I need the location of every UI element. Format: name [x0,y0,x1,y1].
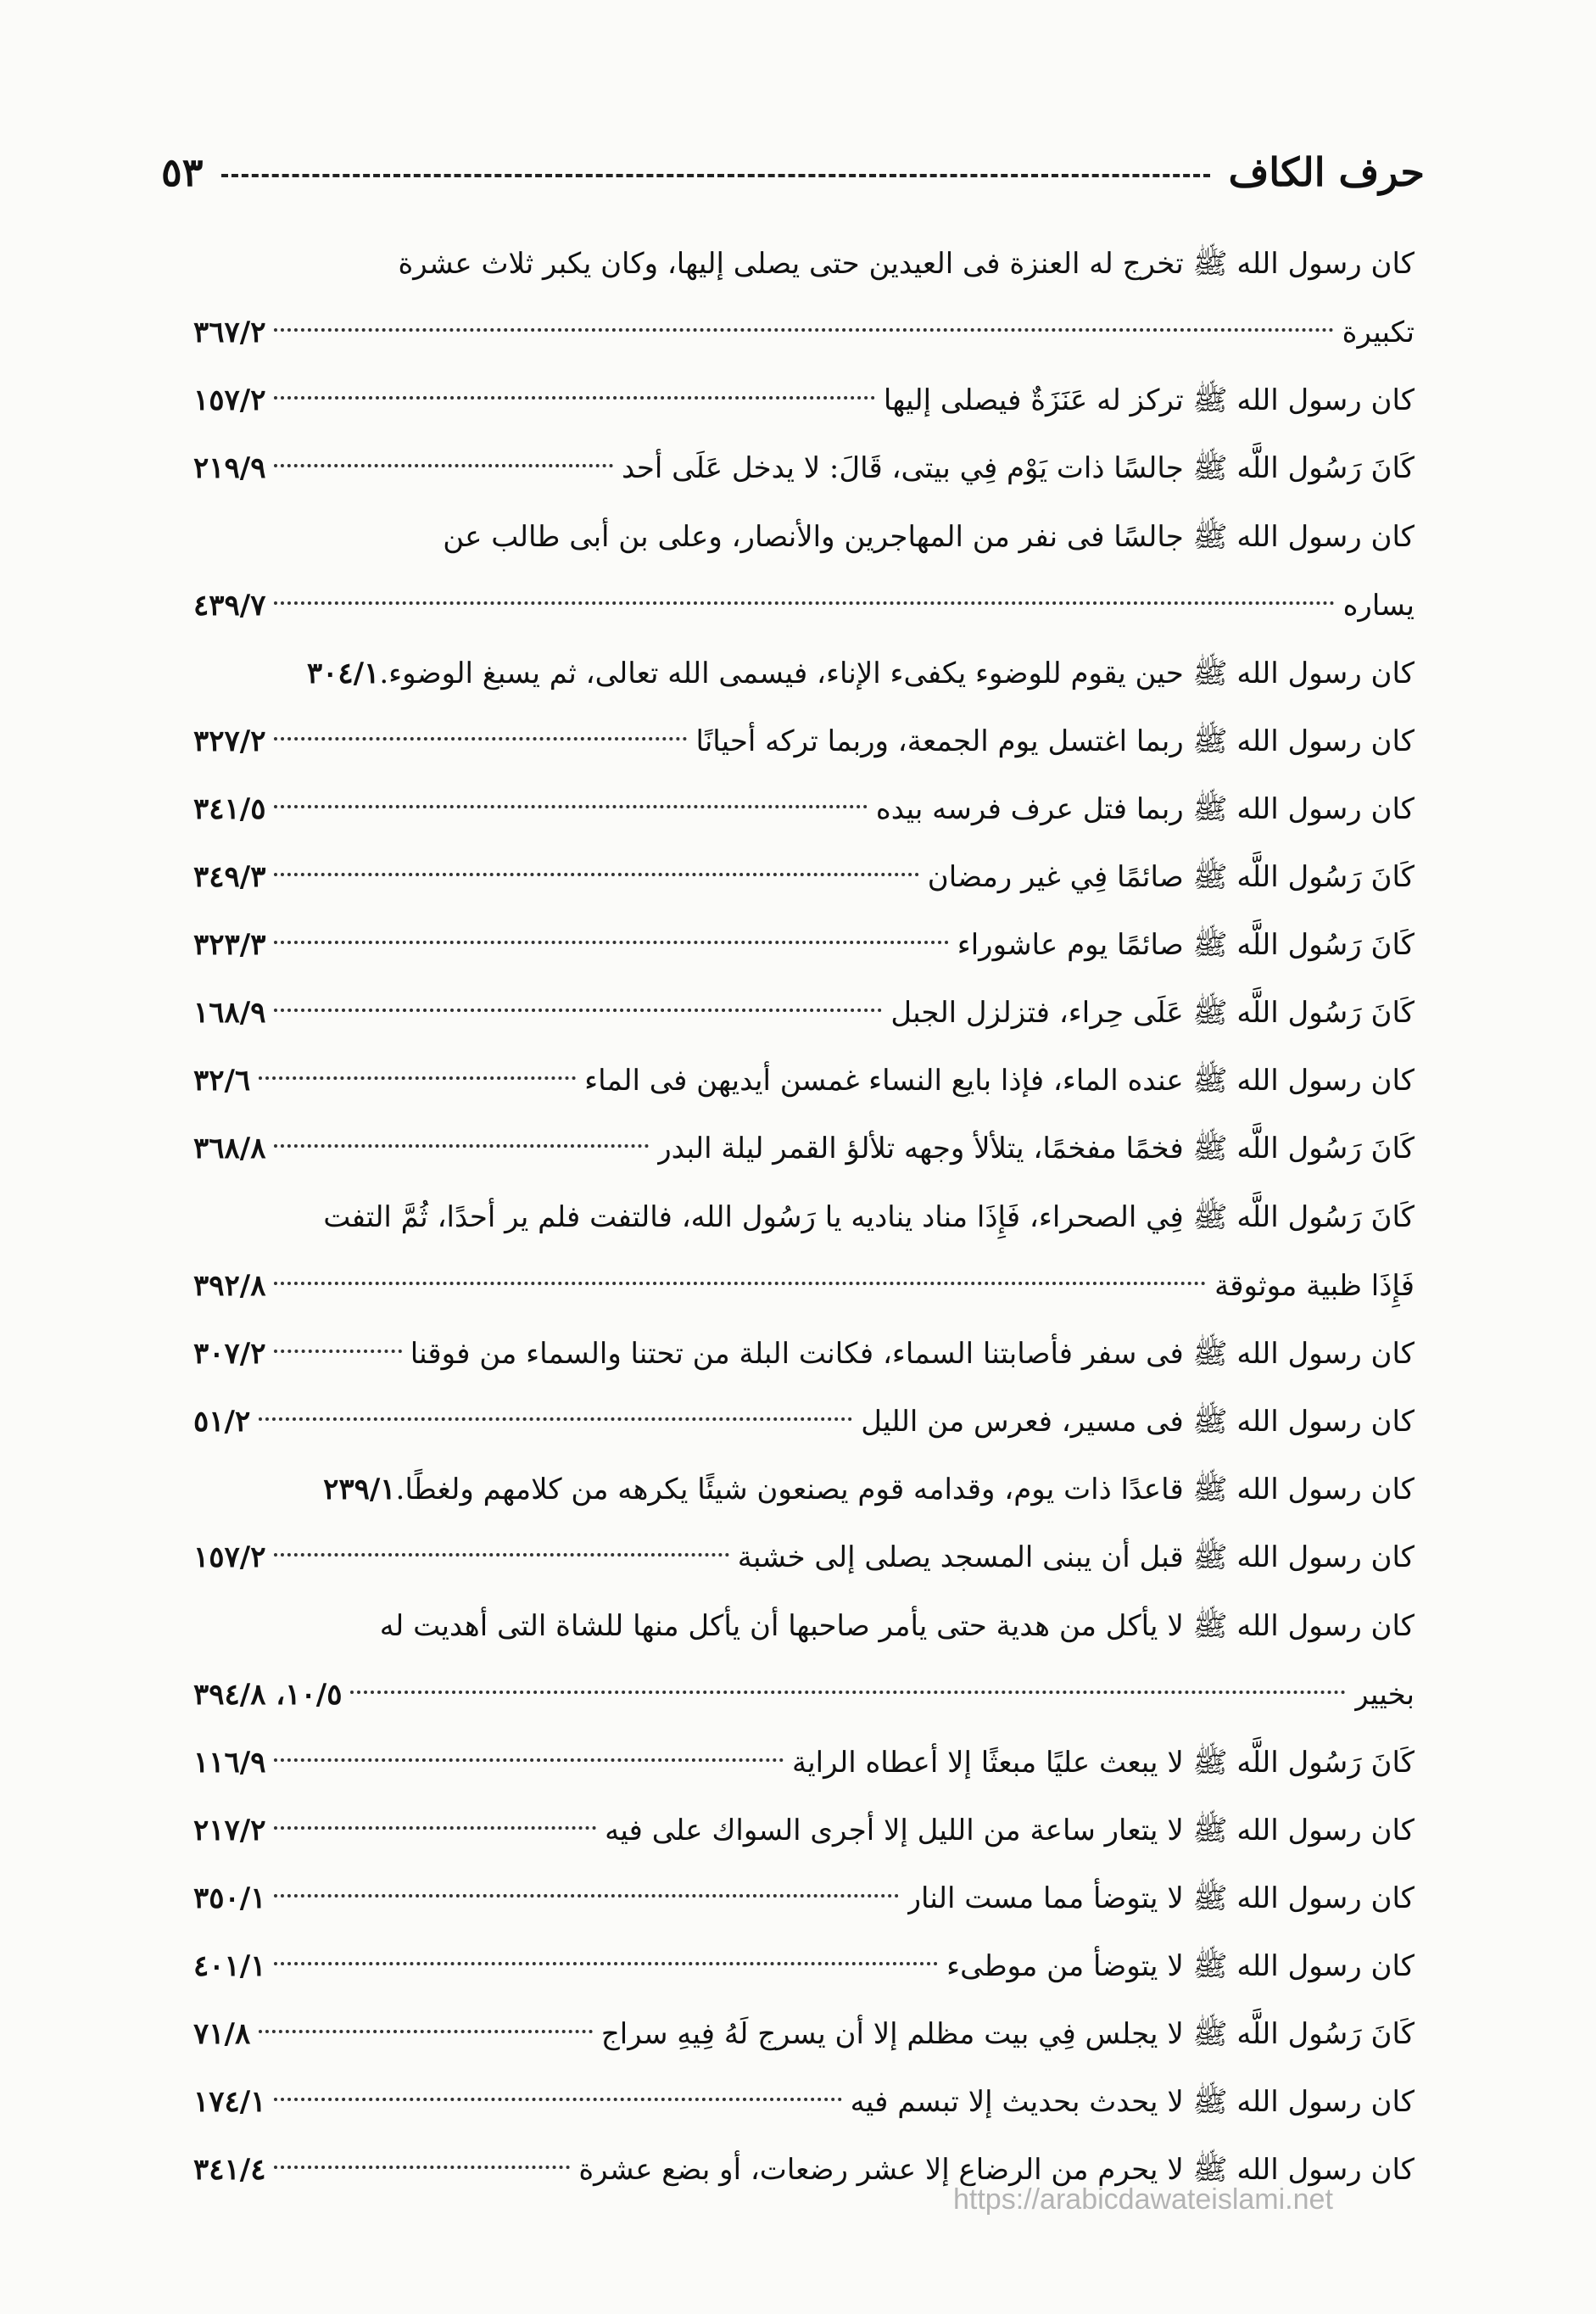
entry-line [193,843,1415,911]
entry-line [193,1932,1415,2000]
entry-line [193,775,1415,843]
dot-leader [274,873,918,876]
index-entry [193,502,1415,640]
entry-text: كان رسول الله ﷺ عنده الماء، فإذا بايع النساء غمسن أيديهن فى الماء [584,1064,1415,1098]
entry-text: كَانَ رَسُول اللَّه ﷺ جالسًا ذات يَوْم فِي بيتى، قَالَ: لا يدخل عَلَى أحد [622,451,1415,485]
entry-text-line: كَانَ رَسُول اللَّه ﷺ فِي الصحراء، فَإِذَا مناد يناديه يا رَسُول الله، فالتفت فلم ير أحدًا، ثُمَّ التفت [323,1200,1415,1234]
page-header [161,143,1425,202]
entry-line [193,1797,1415,1864]
index-entry [193,1864,1415,1932]
entry-text: كان رسول الله ﷺ فى سفر فأصابتنا السماء، فكانت البلة من تحتنا والسماء من فوقنا [410,1337,1415,1371]
index-entry [193,229,1415,366]
dot-leader [350,1691,1346,1694]
entry-reference: ٣٩٢/٨ [193,1269,266,1303]
index-entry [193,1047,1415,1115]
index-entry [193,2068,1415,2136]
dot-leader [274,1826,596,1830]
entry-reference: ٢١٩/٩ [193,451,266,485]
entry-reference: ٣٦٨/٨ [193,1132,266,1165]
entry-reference: ١٥٧/٢ [193,1540,266,1574]
entry-line [193,911,1415,979]
entry-reference: ٣٤١/٤ [193,2153,266,2187]
entry-text-line: كان رسول الله ﷺ جالسًا فى نفر من المهاجرين والأنصار، وعلى بن أبى طالب عن [443,520,1415,554]
index-entry [193,911,1415,979]
entry-text: كَانَ رَسُول اللَّه ﷺ فخمًا مفخمًا، يتلألأ وجهه تلألؤ القمر ليلة البدر [657,1132,1415,1165]
index-entry [193,1523,1415,1591]
entry-reference: ٤٠١/١ [193,1949,266,1983]
entry-line [193,1320,1415,1388]
entry-text: كَانَ رَسُول اللَّه ﷺ لا يجلس فِي بيت مظلم إلا أن يسرج لَهُ فِيهِ سراج [600,2017,1415,2051]
dot-leader [274,1894,898,1898]
entry-text: كان رسول الله ﷺ لا يتوضأ مما مست النار [907,1881,1415,1915]
entry-line [193,1729,1415,1797]
entry-reference: ١٥٧/٢ [193,383,266,417]
dot-leader [274,1350,401,1353]
entry-text: كان رسول الله ﷺ تركز له عَنَزَةٌ فيصلى إليها [883,383,1415,417]
entry-reference: ٣٥٠/١ [193,1881,266,1915]
dot-leader [259,1076,576,1080]
dot-leader [274,328,1333,332]
entry-reference: ٣٠٤/١ [306,657,380,690]
dot-leader [274,464,613,467]
entry-text: كان رسول الله ﷺ ربما اغتسل يوم الجمعة، وربما تركه أحيانًا [695,724,1415,758]
entry-line [193,1252,1415,1320]
entry-text-line: كان رسول الله ﷺ تخرج له العنزة فى العيدين حتى يصلى إليها، وكان يكبر ثلاث عشرة [398,247,1415,281]
entry-line [193,640,1415,707]
entry-text: كان رسول الله ﷺ ربما فتل عرف فرسه بيده [875,792,1415,826]
entry-text: كان رسول الله ﷺ حين يقوم للوضوء يكفىء الإناء، فيسمى الله تعالى، ثم يسبغ الوضوء. [379,657,1415,690]
entry-reference: ٣٠٧/٢ [193,1337,266,1371]
entry-text: كان رسول الله ﷺ لا يتوضأ من موطىء [946,1949,1415,1983]
index-entry [193,2000,1415,2068]
dot-leader [259,1417,852,1421]
entry-reference: ٣٦٧/٢ [193,316,266,349]
entry-line [193,707,1415,775]
entry-text: كان رسول الله ﷺ لا يتعار ساعة من الليل إلا أجرى السواك على فيه [605,1814,1415,1847]
entry-line [193,434,1415,502]
index-entry [193,1388,1415,1456]
entry-reference: ٢١٧/٢ [193,1814,266,1847]
dot-leader [274,1282,1206,1285]
entry-text: تكبيرة [1342,316,1415,349]
dot-leader [274,1009,882,1012]
entry-text: كان رسول الله ﷺ لا يحدث بحديث إلا تبسم فيه [850,2085,1415,2119]
entry-reference: ٣٢٧/٢ [193,724,266,758]
index-entry [193,434,1415,502]
entry-text: كان رسول الله ﷺ قبل أن يبنى المسجد يصلى إلى خشبة [737,1540,1415,1574]
entry-text-line: كان رسول الله ﷺ لا يأكل من هدية حتى يأمر صاحبها أن يأكل منها للشاة التى أهديت له [379,1609,1415,1643]
dot-leader [274,941,948,944]
entry-text: بخيير [1354,1678,1415,1712]
index-entry [193,775,1415,843]
dot-leader [259,2030,593,2033]
entry-line [193,1388,1415,1456]
entry-line [193,1523,1415,1591]
entry-text: يساره [1342,589,1415,623]
index-entry [193,1797,1415,1864]
entry-reference: ١٧٤/١ [193,2085,266,2119]
index-entry [193,1591,1415,1729]
index-entry [193,1456,1415,1523]
entry-line [193,1864,1415,1932]
entry-line [193,1661,1415,1729]
entry-reference: ٢٣٩/١ [323,1473,396,1506]
entry-line [193,979,1415,1047]
dot-leader [274,1758,784,1762]
entry-line [193,1047,1415,1115]
entry-line [193,2068,1415,2136]
entry-line [193,572,1415,640]
entry-line [193,1115,1415,1182]
entry-reference: ١٠/٥، ٣٩٤/٨ [193,1678,343,1712]
entry-text: كَانَ رَسُول اللَّه ﷺ صائمًا فِي غير رمضان [927,860,1415,894]
entry-reference: ٤٣٩/٧ [193,589,266,623]
dot-leader [274,396,874,400]
section-title: حرف الكاف [1228,149,1425,195]
index-entry [193,1320,1415,1388]
index-entry [193,1729,1415,1797]
dot-leader [274,1144,649,1148]
entry-reference: ٧١/٨ [193,2017,251,2051]
entry-text: كَانَ رَسُول اللَّه ﷺ صائمًا يوم عاشوراء [957,928,1415,962]
page-number: ٥٣ [161,149,204,195]
entry-reference: ٥١/٢ [193,1405,251,1439]
entry-text: كَانَ رَسُول اللَّه ﷺ لا يبعث عليًا مبعثًا إلا أعطاه الراية [791,1746,1415,1780]
index-entry [193,979,1415,1047]
entry-reference: ٣٢٣/٣ [193,928,266,962]
header-divider [221,174,1209,177]
entry-line [193,366,1415,434]
entry-text: كان رسول الله ﷺ قاعدًا ذات يوم، وقدامه قوم يصنعون شيئًا يكرهه من كلامهم ولغطًا. [395,1473,1415,1506]
index-entry [193,1182,1415,1320]
index-entry [193,1932,1415,2000]
index-entries [193,229,1415,2204]
dot-leader [274,601,1334,605]
dot-leader [274,1962,938,1965]
dot-leader [274,2166,570,2169]
dot-leader [274,737,687,741]
dot-leader [274,2098,841,2101]
entry-line [193,2000,1415,2068]
entry-line [193,299,1415,366]
entry-reference: ٣٤٩/٣ [193,860,266,894]
entry-reference: ٣٢/٦ [193,1064,251,1098]
entry-reference: ١٦٨/٩ [193,996,266,1030]
entry-text: كان رسول الله ﷺ فى مسير، فعرس من الليل [861,1405,1415,1439]
entry-reference: ١١٦/٩ [193,1746,266,1780]
index-entry [193,843,1415,911]
dot-leader [274,805,867,808]
index-entry [193,640,1415,707]
entry-text: كان رسول الله ﷺ لا يحرم من الرضاع إلا عشر رضعات، أو بضع عشرة [578,2153,1415,2187]
watermark-url: https://arabicdawateislami.net [953,2183,1333,2216]
index-entry [193,707,1415,775]
entry-text: كَانَ رَسُول اللَّه ﷺ عَلَى حِراء، فتزلزل الجبل [890,996,1415,1030]
index-entry [193,366,1415,434]
dot-leader [274,1553,728,1557]
entry-reference: ٣٤١/٥ [193,792,266,826]
index-entry [193,1115,1415,1182]
entry-line [193,1456,1415,1523]
entry-text: فَإِذَا ظبية موثوقة [1214,1269,1415,1303]
